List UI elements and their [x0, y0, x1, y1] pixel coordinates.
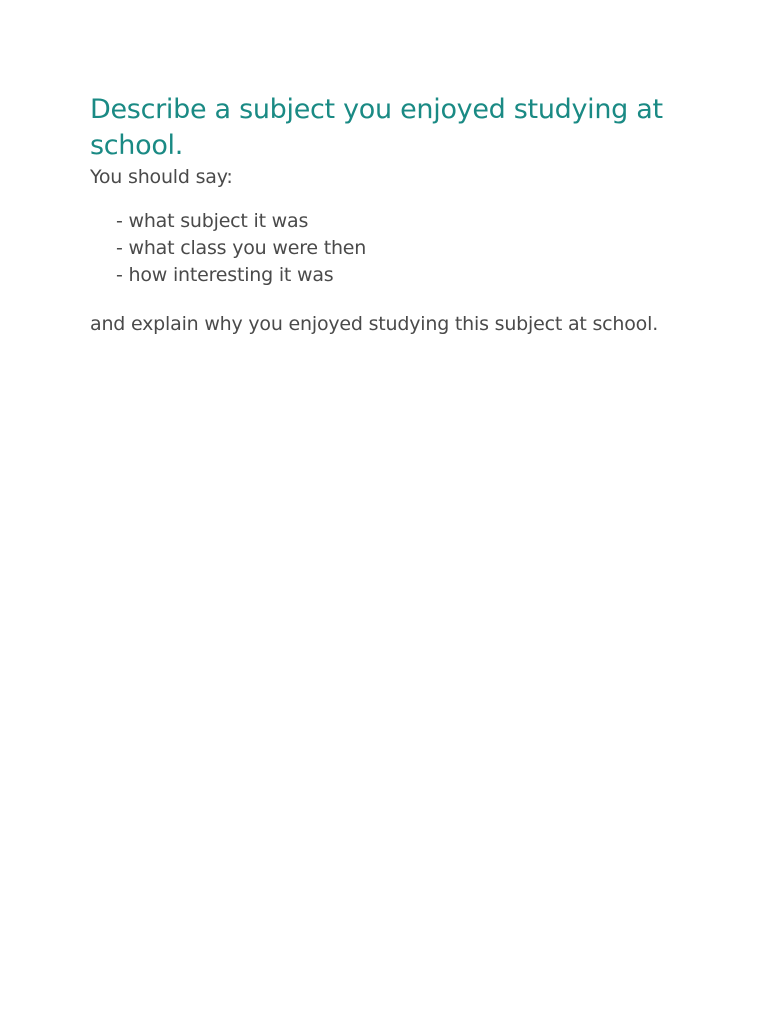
prompt-item: - what subject it was — [116, 210, 309, 232]
cue-card-title: Describe a subject you enjoyed studying at school. — [90, 94, 663, 161]
instruction-text: You should say: — [90, 166, 233, 188]
cue-card — [90, 92, 690, 337]
prompt-item: - what class you were then — [116, 237, 367, 259]
prompt-item: - how interesting it was — [116, 264, 334, 286]
prompt-list — [90, 208, 690, 289]
closing-instruction: and explain why you enjoyed studying this subject at school. — [90, 313, 659, 335]
